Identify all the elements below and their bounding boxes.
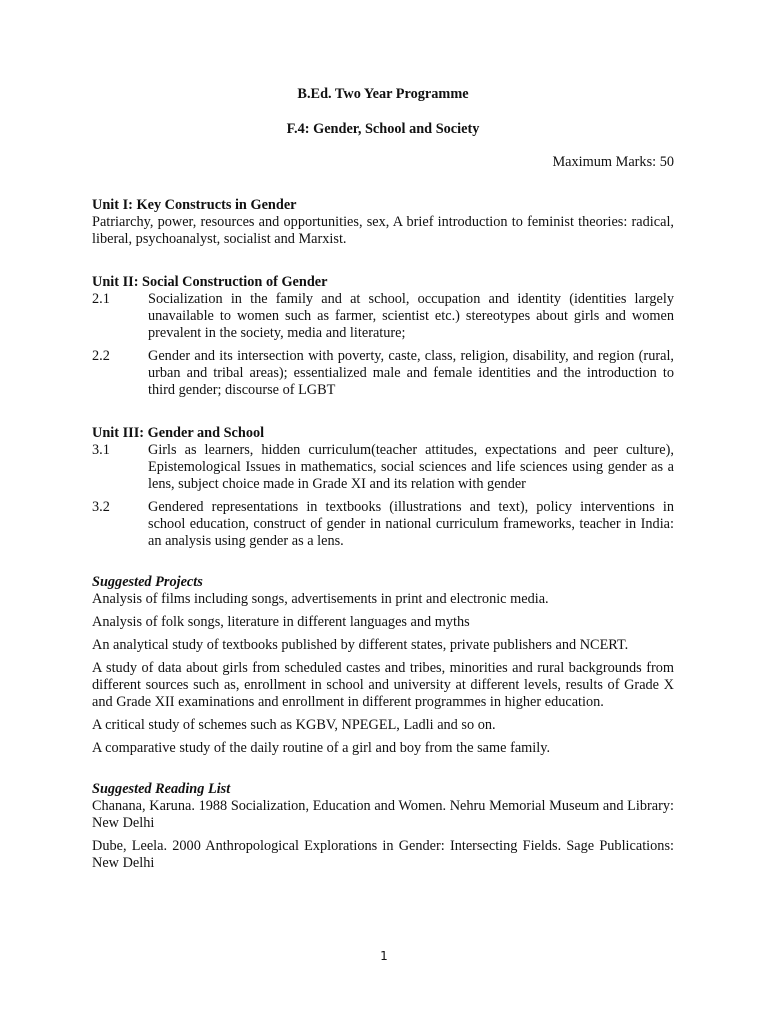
project-item: A comparative study of the daily routine of a girl and boy from the same family. [92,740,551,756]
reading-item: Chanana, Karuna. 1988 Socialization, Education and Women. Nehru Memorial Museum and Library: New Delhi [92,798,674,831]
item-text: Gendered representations in textbooks (illustrations and text), policy interventions in school education, construct of gender in national curriculum frameworks, teacher in India: an analysis using gender as a lens. [148,499,674,549]
page-number: 1 [380,949,388,963]
reading-item: Dube, Leela. 2000 Anthropological Explorations in Gender: Intersecting Fields. Sage Publications: New Delhi [92,838,674,871]
project-item: Analysis of folk songs, literature in different languages and myths [92,614,470,630]
item-text: Girls as learners, hidden curriculum(teacher attitudes, expectations and peer culture), Epistemological Issues in mathematics, social sciences and life sciences using gender as a lens, subject choice made in Grade XI and its relation with gender [148,442,674,492]
unit2-item [92,291,674,342]
item-text: Socialization in the family and at school, occupation and identity (identities largely unavailable to women such as farmer, scientist etc.) stereotypes about girls and women prevalent in the society, media and literature; [148,291,674,341]
project-item: A study of data about girls from scheduled castes and tribes, minorities and rural backgrounds from different sources such as, enrollment in school and university at different levels, results of Grade X and Grade XII examinations and enrollment in different programmes in higher education. [92,660,674,710]
item-number: 3.2 [92,499,110,515]
unit1-heading: Unit I: Key Constructs in Gender [92,197,297,213]
reading-heading: Suggested Reading List [92,781,231,797]
unit2-item [92,348,674,399]
programme-title: B.Ed. Two Year Programme [297,86,469,102]
projects-heading: Suggested Projects [92,574,203,590]
unit1-text: Patriarchy, power, resources and opportunities, sex, A brief introduction to feminist theories: radical, liberal, psychoanalyst, socialist and Marxist. [92,214,674,247]
maximum-marks: Maximum Marks: 50 [552,154,674,170]
document-page [92,86,674,872]
unit2-heading: Unit II: Social Construction of Gender [92,274,328,290]
unit3-item [92,499,674,550]
course-title: F.4: Gender, School and Society [286,121,480,137]
project-item: A critical study of schemes such as KGBV, NPEGEL, Ladli and so on. [92,717,496,733]
unit3-item [92,442,674,493]
project-item: Analysis of films including songs, advertisements in print and electronic media. [92,591,549,607]
item-number: 2.1 [92,291,110,307]
item-number: 3.1 [92,442,110,458]
item-text: Gender and its intersection with poverty, caste, class, religion, disability, and region (rural, urban and tribal areas); essentialized male and female identities and the introduction to third gender; discourse of LGBT [148,348,674,398]
project-item: An analytical study of textbooks published by different states, private publishers and NCERT. [92,637,629,653]
unit3-heading: Unit III: Gender and School [92,425,265,441]
item-number: 2.2 [92,348,110,364]
